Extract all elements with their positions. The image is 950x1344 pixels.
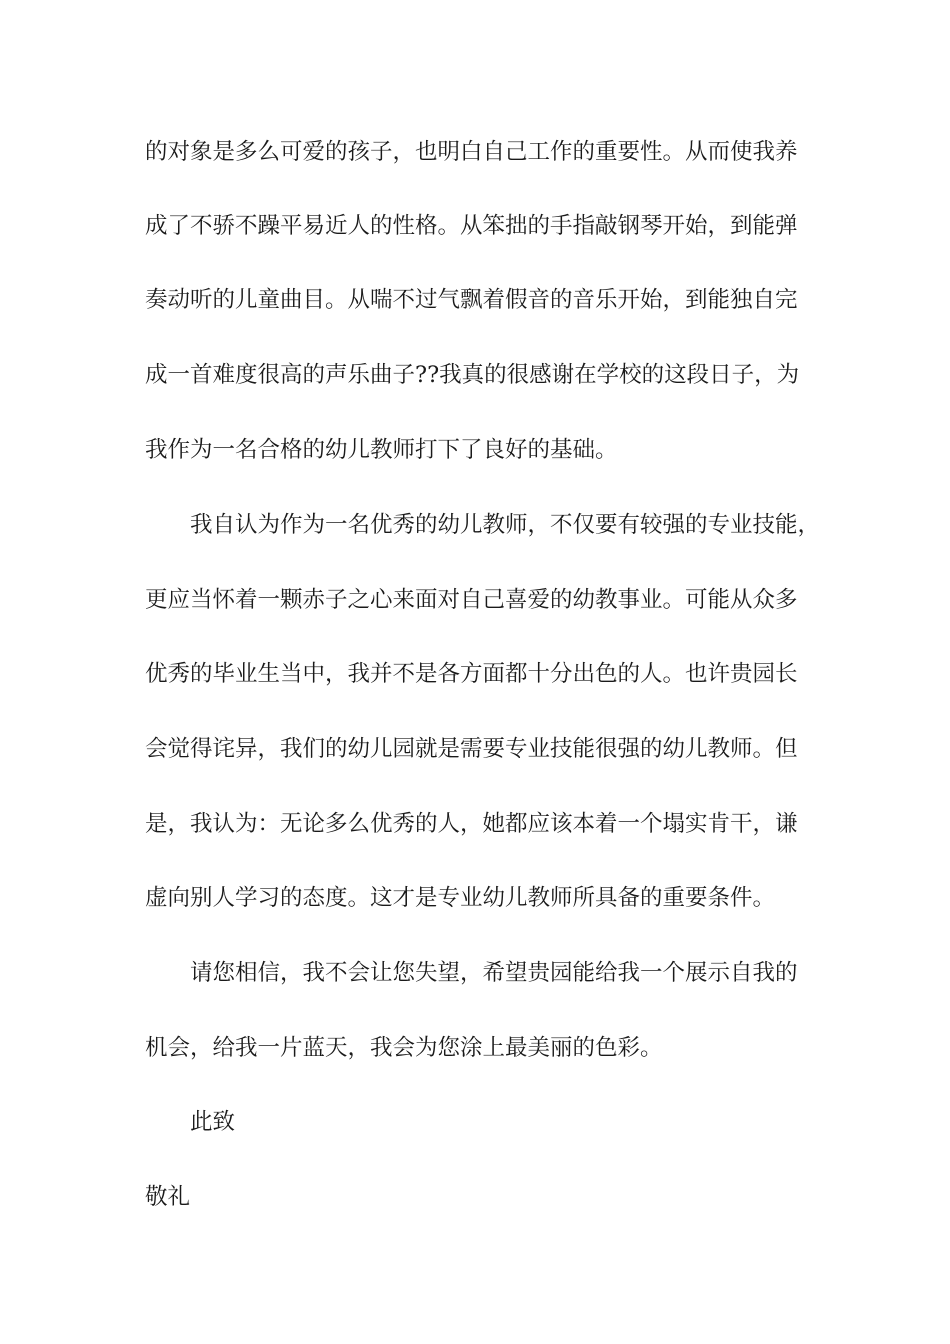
closing-regards: 敬礼 bbox=[145, 1184, 191, 1210]
text-line: 会觉得诧异，我们的幼儿园就是需要专业技能很强的幼儿教师。但 bbox=[145, 736, 798, 762]
text-line: 虚向别人学习的态度。这才是专业幼儿教师所具备的重要条件。 bbox=[145, 885, 776, 911]
closing-salutation: 此致 bbox=[190, 1109, 236, 1135]
text-line: 成了不骄不躁平易近人的性格。从笨拙的手指敲钢琴开始，到能弹 bbox=[145, 213, 798, 239]
text-line: 奏动听的儿童曲目。从喘不过气飘着假音的音乐开始，到能独自完 bbox=[145, 287, 798, 313]
text-line: 机会，给我一片蓝天，我会为您涂上最美丽的色彩。 bbox=[145, 1035, 663, 1061]
text-line: 优秀的毕业生当中，我并不是各方面都十分出色的人。也许贵园长 bbox=[145, 661, 798, 687]
text-line: 我作为一名合格的幼儿教师打下了良好的基础。 bbox=[145, 437, 618, 463]
text-line: 的对象是多么可爱的孩子，也明白自己工作的重要性。从而使我养 bbox=[145, 139, 798, 165]
text-line: 更应当怀着一颗赤子之心来面对自己喜爱的幼教事业。可能从众多 bbox=[145, 587, 798, 613]
text-line: 成一首难度很高的声乐曲子??我真的很感谢在学校的这段日子，为 bbox=[145, 362, 800, 388]
paragraph-first-line: 请您相信，我不会让您失望，希望贵园能给我一个展示自我的 bbox=[190, 960, 798, 986]
paragraph-first-line: 我自认为作为一名优秀的幼儿教师，不仅要有较强的专业技能， bbox=[190, 512, 821, 538]
text-line: 是，我认为：无论多么优秀的人，她都应该本着一个塌实肯干，谦 bbox=[145, 811, 798, 837]
